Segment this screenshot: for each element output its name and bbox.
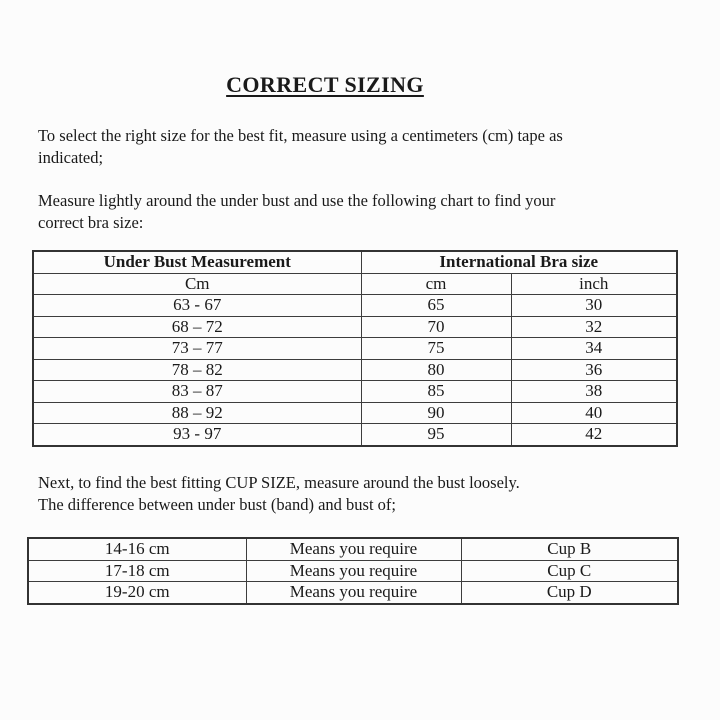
cup-size-table <box>27 537 679 605</box>
band-size-table <box>32 250 678 447</box>
cup-size-cell: Cup D <box>461 582 678 604</box>
band-table-subheader-cm: cm <box>361 273 511 295</box>
page-title-text: CORRECT SIZING <box>226 72 424 97</box>
cup-difference-cell: 19-20 cm <box>28 582 246 604</box>
cup-instruction-line-1: Next, to find the best fitting CUP SIZE, measure around the bust loosely. <box>38 473 520 492</box>
cup-table-row <box>28 538 678 560</box>
band-table-header-bra-size: International Bra size <box>361 251 677 273</box>
band-instruction-line-2: correct bra size: <box>38 213 144 232</box>
band-inch-cell: 40 <box>511 402 677 424</box>
band-instruction-paragraph <box>38 190 555 234</box>
cup-size-cell: Cup B <box>461 538 678 560</box>
band-instruction-line-1: Measure lightly around the under bust and use the following chart to find your <box>38 191 556 210</box>
band-range-cell: 68 – 72 <box>33 316 361 338</box>
band-inch-cell: 42 <box>511 424 677 446</box>
cup-phrase-cell: Means you require <box>246 560 461 582</box>
cup-difference-cell: 17-18 cm <box>28 560 246 582</box>
band-table-header-under-bust: Under Bust Measurement <box>33 251 361 273</box>
band-table-row <box>33 359 677 381</box>
band-inch-cell: 34 <box>511 338 677 360</box>
band-inch-cell: 38 <box>511 381 677 403</box>
band-table-row <box>33 424 677 446</box>
band-range-cell: 83 – 87 <box>33 381 361 403</box>
cup-phrase-cell: Means you require <box>246 582 461 604</box>
band-cm-cell: 90 <box>361 402 511 424</box>
band-inch-cell: 30 <box>511 295 677 317</box>
band-table-row <box>33 402 677 424</box>
cup-size-cell: Cup C <box>461 560 678 582</box>
band-table-row <box>33 338 677 360</box>
band-table-subheader-inch: inch <box>511 273 677 295</box>
band-table-subheader-cm-range: Cm <box>33 273 361 295</box>
band-inch-cell: 36 <box>511 359 677 381</box>
band-range-cell: 73 – 77 <box>33 338 361 360</box>
band-table-subheader-row <box>33 273 677 295</box>
band-range-cell: 63 - 67 <box>33 295 361 317</box>
page-title <box>0 72 650 98</box>
band-table-header-row <box>33 251 677 273</box>
cup-instruction-line-2: The difference between under bust (band) and bust of; <box>38 495 396 514</box>
cup-instruction-paragraph <box>38 472 520 516</box>
cup-table-row <box>28 582 678 604</box>
intro-line-1: To select the right size for the best fit, measure using a centimeters (cm) tape as <box>38 126 563 145</box>
band-range-cell: 88 – 92 <box>33 402 361 424</box>
band-range-cell: 93 - 97 <box>33 424 361 446</box>
band-table-row <box>33 295 677 317</box>
band-cm-cell: 95 <box>361 424 511 446</box>
cup-table-row <box>28 560 678 582</box>
intro-line-2: indicated; <box>38 148 104 167</box>
band-cm-cell: 70 <box>361 316 511 338</box>
band-cm-cell: 85 <box>361 381 511 403</box>
intro-paragraph <box>38 125 563 169</box>
band-table-row <box>33 316 677 338</box>
band-table-row <box>33 381 677 403</box>
band-range-cell: 78 – 82 <box>33 359 361 381</box>
band-inch-cell: 32 <box>511 316 677 338</box>
band-cm-cell: 65 <box>361 295 511 317</box>
cup-difference-cell: 14-16 cm <box>28 538 246 560</box>
cup-phrase-cell: Means you require <box>246 538 461 560</box>
band-cm-cell: 80 <box>361 359 511 381</box>
band-cm-cell: 75 <box>361 338 511 360</box>
